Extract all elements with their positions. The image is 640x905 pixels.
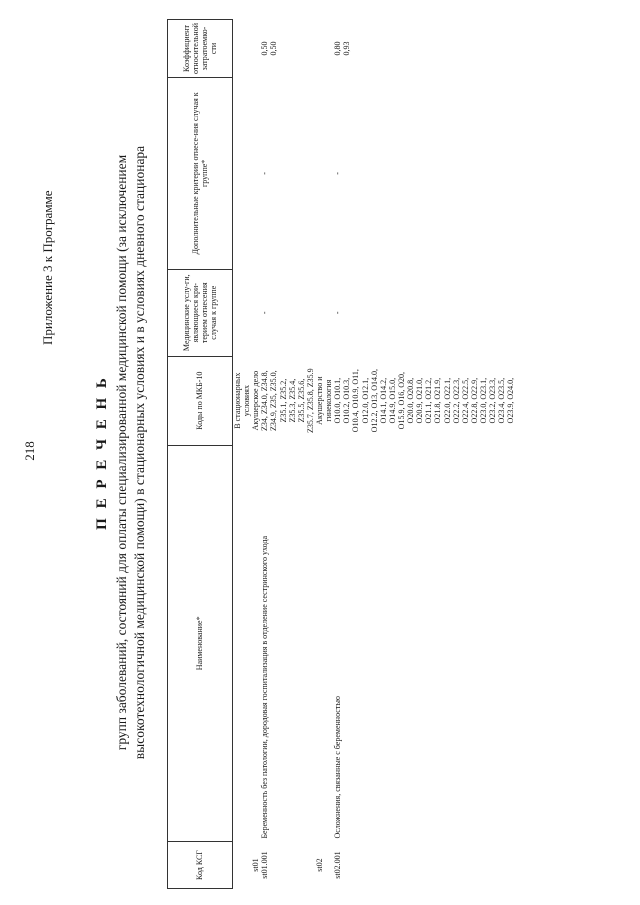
mkb-code-line: O10.2, O10.3, <box>342 377 352 424</box>
ksg-name: Осложнения, связанные с беременностью <box>333 696 343 839</box>
document-title: П Е Р Е Ч Е Н Ь <box>94 375 110 530</box>
mkb-codes <box>260 356 315 445</box>
header-coef: Коэффициент относительной затратоемко-сти <box>168 20 233 78</box>
document-subtitle-line-2: высокотехнологичной медицинской помощи) в стационарных условиях и в условиях дневного стационара <box>132 145 147 760</box>
mkb-code-line: O21.1, O21.2, <box>424 377 434 424</box>
mkb-code-line: O22.4, O22.5, <box>460 377 470 424</box>
mkb-code-line: Z34, Z34.0, Z34.8, <box>260 370 270 431</box>
profile-code: st01 <box>251 858 261 872</box>
mkb-code-line: O15.9, O16, O20, <box>396 371 406 430</box>
mkb-code-line: Z35.7, Z35.8, Z35.9 <box>305 368 315 433</box>
section-label: В стационарных условиях <box>233 372 252 429</box>
criteria-value: - <box>260 172 270 175</box>
mkb-code-line: O23.9, O24.0, <box>506 377 516 424</box>
coef-line: 0,50 <box>260 41 270 56</box>
mkb-code-line: O12.0, O12.1, <box>360 377 370 424</box>
ksg-code: st01.001 <box>260 851 270 879</box>
profile-name: Акушерство и гинекология <box>314 376 334 425</box>
table-row <box>260 20 315 889</box>
ksg-table <box>167 19 515 889</box>
coef-line: 0,50 <box>269 41 279 56</box>
coef-line: 0,93 <box>342 41 352 56</box>
profile-name: Акушерское дело <box>251 370 261 431</box>
header-criteria: Дополнительные критерии отнесе-ния случая к группе* <box>168 77 233 269</box>
mkb-code-line: O23.4, O23.5, <box>497 377 507 424</box>
services-value: - <box>260 311 270 315</box>
profile-row <box>315 20 333 889</box>
ksg-code: st02.001 <box>333 851 343 879</box>
mkb-code-line: O22.8, O22.9, <box>469 377 479 424</box>
table-header-row <box>168 20 233 889</box>
document-subtitle-line-1: групп заболеваний, состояний для оплаты специализированной медицинской помощи (за исключением <box>114 154 129 751</box>
mkb-code-line: Z35.5, Z35.6, <box>296 378 306 423</box>
profile-code: st02 <box>314 858 324 872</box>
mkb-code-line: O20.0, O20.8, <box>406 377 416 424</box>
mkb-code-line: O22.2, O22.3, <box>451 377 461 424</box>
mkb-code-line: O23.2, O23.3, <box>488 377 498 424</box>
mkb-code-line: O14.9, O15.0, <box>387 377 397 424</box>
header-code: Код КСГ <box>168 842 233 889</box>
mkb-code-line: O21.8, O21.9, <box>433 377 443 424</box>
profile-row <box>251 20 260 889</box>
page-number: 218 <box>22 441 37 461</box>
appendix-label: Приложение 3 к Программе <box>40 190 55 345</box>
header-services: Медицинские услу-ги, являющиеся кри-терием отнесения случая к группе <box>168 269 233 356</box>
mkb-code-line: Z35.1, Z35.2, <box>278 378 288 423</box>
mkb-code-line: Z35.3, Z35.4, <box>287 378 297 423</box>
coef-value <box>260 20 315 78</box>
mkb-code-line: O10.4, O10.9, O11, <box>351 369 361 433</box>
mkb-code-line: O22.0, O22.1, <box>442 377 452 424</box>
mkb-code-line: O20.9, O21.0, <box>415 377 425 424</box>
header-mkb: Коды по МКБ-10 <box>168 356 233 445</box>
mkb-codes <box>333 356 515 445</box>
ksg-name: Беременность без патологии, дородовая госпитализация в отделение сестринского ухода <box>260 535 270 839</box>
coef-value <box>333 20 515 78</box>
mkb-code-line: Z34.9, Z35, Z35.0, <box>269 370 279 431</box>
header-name: Наименование* <box>168 445 233 841</box>
mkb-code-line: O14.1, O14.2, <box>378 377 388 424</box>
table-row <box>333 20 515 889</box>
mkb-code-line: O12.2, O13, O14.0, <box>369 368 379 433</box>
coef-line: 0,80 <box>333 41 343 56</box>
mkb-code-line: O10.0, O10.1, <box>333 377 343 424</box>
section-row <box>233 20 252 889</box>
mkb-code-line: O23.0, O23.1, <box>478 377 488 424</box>
services-value: - <box>333 311 343 315</box>
criteria-value: - <box>333 172 343 175</box>
